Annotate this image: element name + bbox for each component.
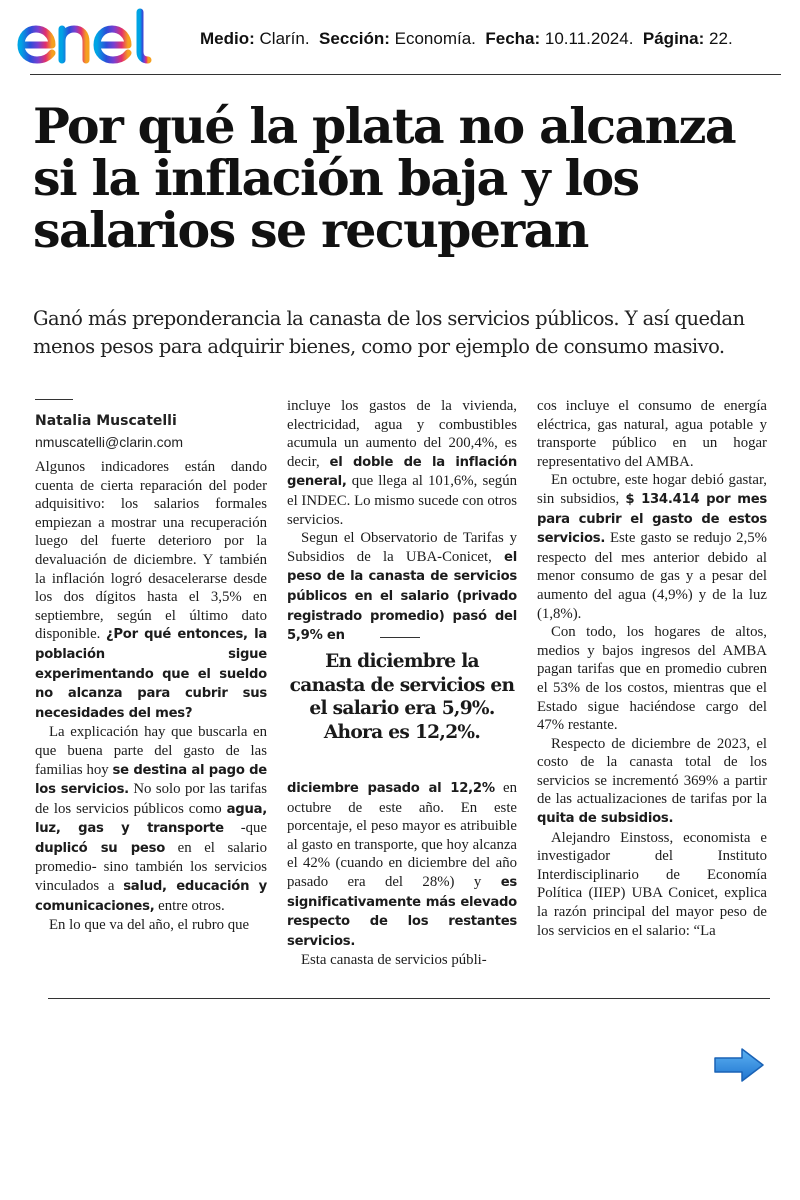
article-column-1 [35, 458, 267, 935]
medio-value: Clarín. [259, 29, 310, 48]
author-email: nmuscatelli@clarin.com [35, 434, 184, 450]
seccion-value: Economía. [394, 29, 476, 48]
paragraph: La explicación hay que buscarla en que buena parte del gasto de las familias hoy se destina al pago de los servicios. No solo por las tarifas de los servicios públicos como agua, luz, gas y transporte -que duplicó su peso en el salario promedio- sino también los servicios vinculados a salud, educación y comunicaciones, entre otros. [35, 724, 267, 914]
fecha-value: 10.11.2024. [544, 29, 634, 48]
medio-label: Medio: [200, 29, 255, 48]
article-column-2-continued [287, 779, 517, 970]
paragraph: Con todo, los hogares de altos, medios y bajos ingresos del AMBA pagan tarifas que en promedio cubren el 53% de los costos, mientras que el Estado sigue haciéndose cargo del 47% restante. [537, 624, 767, 734]
paragraph: Esta canasta de servicios públi- [301, 952, 487, 969]
paragraph: En octubre, este hogar debió gastar, sin subsidios, $ 134.414 por mes para cubrir el gasto de estos servicios. Este gasto se redujo 2,5% respecto del mes anterior debido al menor consumo de gas y a pesar del aumento del agua (4,9%) y de la luz (1,8%). [537, 472, 767, 622]
paragraph: Respecto de diciembre de 2023, el costo de la canasta total de los servicios se incrementó 369% a partir de las actualizaciones de tarifas por la quita de subsidios. [537, 735, 767, 827]
pagina-value: 22. [709, 29, 733, 48]
enel-logo [16, 8, 178, 66]
paragraph: En lo que va del año, el rubro que [49, 917, 250, 934]
paragraph: cos incluye el consumo de energía eléctrica, gas natural, agua potable y transporte público en un hogar representativo del AMBA. [537, 398, 767, 470]
paragraph: Alejandro Einstoss, economista e investigador del Instituto Interdisciplinario de Economía Política (IIEP) UBA Conicet, explica la razón principal del mayor peso de los servicios en el salario: “La [537, 829, 767, 939]
paragraph: diciembre pasado al 12,2% en octubre de este año. En este porcentaje, el peso mayor es atribuible al gasto en transporte, que hoy alcanza el 42% (cuando en diciembre del año pasado era del 28%) y es significativamente más elevado respecto de los restantes servicios. [287, 780, 517, 949]
right-arrow-icon[interactable] [712, 1046, 766, 1084]
article-lead: Ganó más preponderancia la canasta de los servicios públicos. Y así quedan menos pesos para adquirir bienes, como por ejemplo de consumo masivo. [33, 307, 745, 358]
paragraph: Algunos indicadores están dando cuenta de cierta reparación del poder adquisitivo: los salarios formales empiezan a mostrar una recuperación luego del fuerte deterioro por la devaluación de diciembre. Y también la inflación logró desacelerarse desde los dos dígitos hasta el 3,5% en septiembre, según el último dato disponible. ¿Por qué entonces, la población sigue experimentando que el sueldo no alcanza para cubrir sus necesidades del mes? [35, 459, 267, 721]
author-rule [35, 399, 73, 400]
pull-quote: En diciembre la canasta de servicios en el salario era 5,9%. Ahora es 12,2%. [289, 651, 515, 743]
pullquote-rule [380, 637, 420, 638]
footer-divider [48, 998, 770, 999]
paragraph: incluye los gastos de la vivienda, electricidad, agua y combustibles acumula un aumento del 200,4%, es decir, el doble de la inflación general, que llega al 101,6%, según el INDEC. Lo mismo sucede con otros servicios. [287, 398, 517, 528]
pagina-label: Página: [642, 29, 705, 48]
author-name: Natalia Muscatelli [35, 413, 177, 429]
source-info [200, 29, 790, 49]
seccion-label: Sección: [319, 29, 390, 48]
paragraph: Segun el Observatorio de Tarifas y Subsidios de la UBA-Conicet, el peso de la canasta de servicios públicos en el salario (privado registrado promedio) pasó del 5,9% en [287, 530, 517, 644]
header-divider [30, 74, 781, 75]
article-headline: Por qué la plata no alcanza si la inflación baja y los salarios se recuperan [33, 97, 736, 259]
article-column-3 [537, 397, 767, 940]
article-column-2 [287, 397, 517, 646]
fecha-label: Fecha: [485, 29, 541, 48]
